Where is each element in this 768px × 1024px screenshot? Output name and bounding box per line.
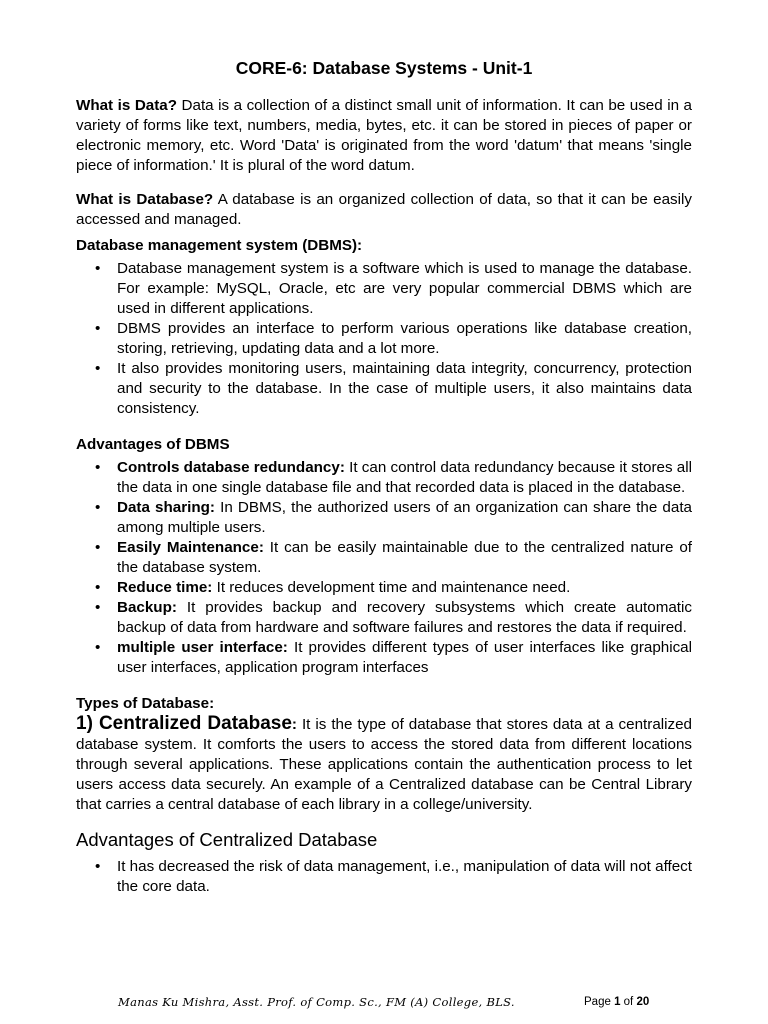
what-is-database-paragraph — [76, 190, 692, 230]
dbms-list — [76, 259, 692, 419]
list-item — [76, 498, 692, 538]
list-item — [76, 538, 692, 578]
list-item-text: Database management system is a software which is used to manage the database. For example: MySQL, Oracle, etc are very popular commercial DBMS which are used in different applications. — [117, 260, 692, 317]
list-item-term: multiple user interface: — [117, 639, 288, 656]
list-item — [76, 259, 692, 319]
what-is-data-text: Data is a collection of a distinct small unit of information. It can be used in a variety of forms like text, numbers, media, bytes, etc. it can be stored in pieces of paper or electronic memory, etc. Word 'Data' is originated from the word 'datum' that means 'single piece of information.' It is plural of the word datum. — [76, 97, 692, 174]
advantages-list — [76, 458, 692, 678]
bullet-icon: • — [95, 579, 101, 596]
page-of: of — [620, 996, 637, 1008]
list-item — [76, 598, 692, 638]
centralized-database-colon: : — [291, 716, 297, 733]
what-is-database-text: A database is an organized collection of data, so that it can be easily accessed and managed. — [76, 191, 692, 228]
document-page — [76, 56, 692, 911]
bullet-icon: • — [95, 499, 101, 516]
list-item-text: It has decreased the risk of data management, i.e., manipulation of data will not affect the core data. — [117, 858, 692, 895]
list-item-text: DBMS provides an interface to perform various operations like database creation, storing, retrieving, updating data and a lot more. — [117, 320, 692, 357]
centralized-advantages-heading: Advantages of Centralized Database — [76, 829, 378, 850]
list-item-term: Backup: — [117, 599, 177, 616]
bullet-icon: • — [95, 360, 101, 377]
centralized-advantages-list — [76, 857, 692, 897]
centralized-database-term: 1) Centralized Database — [76, 713, 292, 734]
list-item-text: It provides backup and recovery subsystems which create automatic backup of data from hardware and software failures and restores the data if required. — [117, 599, 692, 636]
list-item-text: It can control data redundancy because it stores all the data in one single database file and that recorded data is placed in the database. — [117, 459, 693, 496]
bullet-icon: • — [95, 858, 101, 875]
bullet-icon: • — [95, 599, 101, 616]
footer-author: Manas Ku Mishra, Asst. Prof. of Comp. Sc., FM (A) College, BLS. — [118, 995, 515, 1009]
page-prefix: Page — [584, 996, 615, 1008]
list-item — [76, 359, 692, 419]
centralized-database-text: It is the type of database that stores data at a centralized database system. It comforts the users to access the stored data from different locations through several applications. These applications contain the authentication process to let users access data securely. An example of a Centralized database can be Central Library that carries a central database of each library in a college/university. — [76, 716, 692, 813]
list-item — [76, 578, 692, 598]
list-item-text: In DBMS, the authorized users of an organization can share the data among multiple users. — [117, 499, 692, 536]
list-item — [76, 319, 692, 359]
page-total: 20 — [636, 996, 650, 1008]
centralized-database-paragraph — [76, 714, 692, 815]
bullet-icon: • — [95, 320, 101, 337]
dbms-heading: Database management system (DBMS): — [76, 237, 363, 254]
bullet-icon: • — [95, 539, 101, 556]
what-is-database-label: What is Database? — [76, 191, 214, 208]
what-is-data-label: What is Data? — [76, 97, 178, 114]
bullet-icon: • — [95, 639, 101, 656]
page-current: 1 — [614, 996, 621, 1008]
list-item — [76, 857, 692, 897]
list-item-term: Controls database redundancy: — [117, 459, 345, 476]
list-item-term: Reduce time: — [117, 579, 213, 596]
list-item — [76, 638, 692, 678]
list-item-term: Data sharing: — [117, 499, 215, 516]
document-title: CORE-6: Database Systems - Unit-1 — [235, 58, 533, 78]
list-item-text: It can be easily maintainable due to the centralized nature of the database system. — [117, 539, 692, 576]
list-item-text: It provides different types of user interfaces like graphical user interfaces, application program interfaces — [117, 639, 693, 676]
page-number — [584, 994, 649, 1010]
bullet-icon: • — [95, 459, 101, 476]
bullet-icon: • — [95, 260, 101, 277]
what-is-data-paragraph — [76, 96, 692, 176]
list-item — [76, 458, 692, 498]
types-heading: Types of Database: — [76, 695, 215, 712]
list-item-term: Easily Maintenance: — [117, 539, 264, 556]
list-item-text: It reduces development time and maintenance need. — [212, 579, 571, 596]
list-item-text: It also provides monitoring users, maintaining data integrity, concurrency, protection and security to the database. In the case of multiple users, it also maintains data consistency. — [117, 360, 692, 417]
advantages-heading: Advantages of DBMS — [76, 436, 230, 453]
